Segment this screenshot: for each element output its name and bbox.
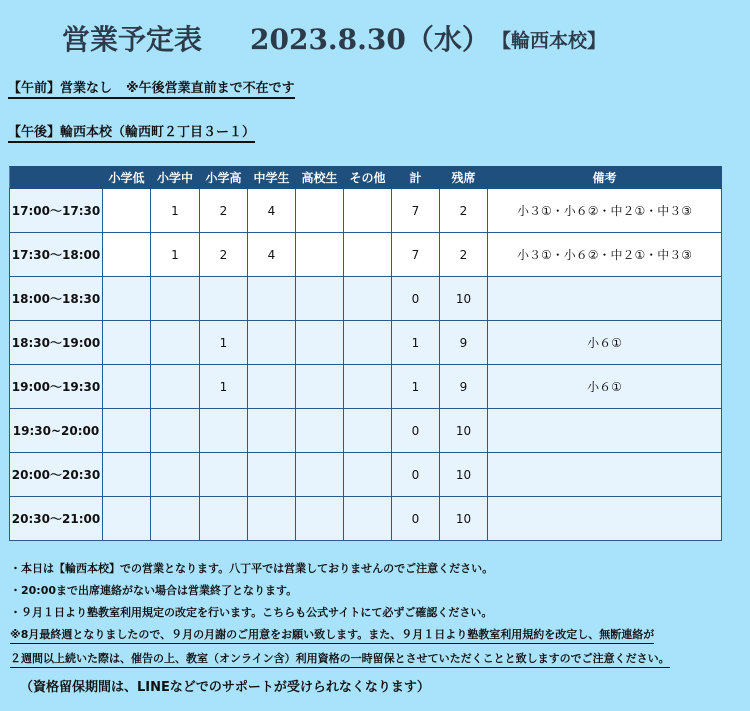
note-suspension-period: （資格留保期間は、LINEなどでのサポートが受けられなくなります）: [20, 680, 430, 695]
time-slot: 20:30〜21:00: [10, 497, 103, 541]
time-slot: 17:30〜18:00: [10, 233, 103, 277]
cell-high-school: [296, 409, 344, 453]
afternoon-location: 【午後】輪西本校（輪西町２丁目３ー１）: [8, 121, 255, 143]
table-row: [10, 453, 722, 497]
cell-total: 0: [392, 277, 440, 321]
cell-elementary-high: 1: [200, 321, 248, 365]
time-slot: 17:00〜17:30: [10, 189, 103, 233]
time-slot: 20:00〜20:30: [10, 453, 103, 497]
cell-junior-high: [248, 365, 296, 409]
page-title: 営業予定表: [62, 23, 203, 56]
cell-junior-high: [248, 497, 296, 541]
note-tuition-reminder: ※8月最終週となりましたので、９月の月謝のご用意をお願い致します。また、９月１日より塾教室利用規約を改定し、無断連絡が: [10, 626, 654, 644]
header-high-school: 高校生: [296, 167, 344, 189]
header-junior-high: 中学生: [248, 167, 296, 189]
cell-elementary-high: [200, 497, 248, 541]
table-row: [10, 321, 722, 365]
cell-remaining-seats: 2: [440, 233, 488, 277]
cell-elementary-low: [103, 409, 151, 453]
time-slot: 19:00〜19:30: [10, 365, 103, 409]
cell-elementary-high: 2: [200, 189, 248, 233]
cell-elementary-low: [103, 321, 151, 365]
header-total: 計: [392, 167, 440, 189]
cell-high-school: [296, 497, 344, 541]
cell-other: [344, 409, 392, 453]
table-row: [10, 189, 722, 233]
cell-remarks: 小６①: [488, 321, 722, 365]
cell-elementary-mid: [151, 277, 200, 321]
note-rule-revision: ・９月１日より塾教室利用規定の改定を行います。こちらも公式サイトにて必ずご確認ください。: [10, 606, 493, 619]
cell-high-school: [296, 365, 344, 409]
cell-other: [344, 277, 392, 321]
cell-high-school: [296, 233, 344, 277]
cell-total: 0: [392, 409, 440, 453]
cell-remaining-seats: 10: [440, 409, 488, 453]
cell-other: [344, 365, 392, 409]
cell-elementary-low: [103, 453, 151, 497]
header-elementary-mid: 小学中: [151, 167, 200, 189]
morning-label: 【午前】営業なし: [8, 81, 113, 96]
cell-other: [344, 321, 392, 365]
cell-remaining-seats: 9: [440, 365, 488, 409]
note-suspension-policy: ２週間以上続いた際は、催告の上、教室（オンライン含）利用資格の一時留保とさせていただくことと致しますのでご注意ください。: [10, 650, 670, 668]
cell-other: [344, 497, 392, 541]
header-other: その他: [344, 167, 392, 189]
table-row: [10, 365, 722, 409]
cell-remaining-seats: 10: [440, 453, 488, 497]
cell-elementary-mid: [151, 453, 200, 497]
cell-elementary-low: [103, 189, 151, 233]
cell-remaining-seats: 9: [440, 321, 488, 365]
header-time: [10, 167, 103, 189]
cell-elementary-mid: 1: [151, 233, 200, 277]
table-header-row: [10, 167, 722, 189]
cell-total: 7: [392, 233, 440, 277]
cell-total: 0: [392, 497, 440, 541]
morning-note: ※午後営業直前まで不在です: [126, 81, 295, 96]
cell-elementary-low: [103, 277, 151, 321]
table-row: [10, 497, 722, 541]
cell-elementary-mid: [151, 321, 200, 365]
cell-other: [344, 453, 392, 497]
cell-elementary-high: 2: [200, 233, 248, 277]
cell-remarks: [488, 409, 722, 453]
cell-total: 0: [392, 453, 440, 497]
time-slot: 18:00〜18:30: [10, 277, 103, 321]
cell-elementary-low: [103, 233, 151, 277]
cell-remarks: [488, 453, 722, 497]
time-slot: 18:30〜19:00: [10, 321, 103, 365]
morning-status: [8, 77, 295, 99]
cell-remarks: [488, 497, 722, 541]
note-attendance-deadline: ・20:00まで出席連絡がない場合は営業終了となります。: [10, 584, 298, 597]
header-remarks: 備考: [488, 167, 722, 189]
table-row: [10, 277, 722, 321]
cell-high-school: [296, 277, 344, 321]
cell-total: 7: [392, 189, 440, 233]
school-name: 【輪西本校】: [492, 30, 607, 52]
cell-other: [344, 233, 392, 277]
schedule-table: [9, 166, 722, 541]
cell-elementary-mid: 1: [151, 189, 200, 233]
cell-total: 1: [392, 321, 440, 365]
cell-junior-high: 4: [248, 189, 296, 233]
cell-high-school: [296, 453, 344, 497]
table-row: [10, 409, 722, 453]
header-elementary-high: 小学高: [200, 167, 248, 189]
header-elementary-low: 小学低: [103, 167, 151, 189]
note-location: ・本日は【輪西本校】での営業となります。八丁平では営業しておりませんのでご注意ください。: [10, 562, 494, 575]
page-header: [0, 18, 750, 62]
cell-remarks: 小３①・小６②・中２①・中３③: [488, 233, 722, 277]
cell-junior-high: [248, 409, 296, 453]
cell-elementary-high: 1: [200, 365, 248, 409]
cell-elementary-mid: [151, 409, 200, 453]
cell-junior-high: [248, 321, 296, 365]
cell-remaining-seats: 2: [440, 189, 488, 233]
cell-other: [344, 189, 392, 233]
cell-elementary-high: [200, 409, 248, 453]
cell-elementary-low: [103, 497, 151, 541]
time-slot: 19:30~20:00: [10, 409, 103, 453]
cell-elementary-mid: [151, 365, 200, 409]
cell-remaining-seats: 10: [440, 497, 488, 541]
cell-junior-high: [248, 277, 296, 321]
cell-total: 1: [392, 365, 440, 409]
cell-remaining-seats: 10: [440, 277, 488, 321]
cell-elementary-mid: [151, 497, 200, 541]
cell-remarks: 小６①: [488, 365, 722, 409]
schedule-date: 2023.8.30（水）: [250, 23, 490, 56]
header-remaining-seats: 残席: [440, 167, 488, 189]
cell-elementary-high: [200, 453, 248, 497]
cell-junior-high: 4: [248, 233, 296, 277]
cell-high-school: [296, 321, 344, 365]
cell-junior-high: [248, 453, 296, 497]
cell-high-school: [296, 189, 344, 233]
cell-elementary-low: [103, 365, 151, 409]
cell-remarks: [488, 277, 722, 321]
table-row: [10, 233, 722, 277]
cell-elementary-high: [200, 277, 248, 321]
cell-remarks: 小３①・小６②・中２①・中３③: [488, 189, 722, 233]
